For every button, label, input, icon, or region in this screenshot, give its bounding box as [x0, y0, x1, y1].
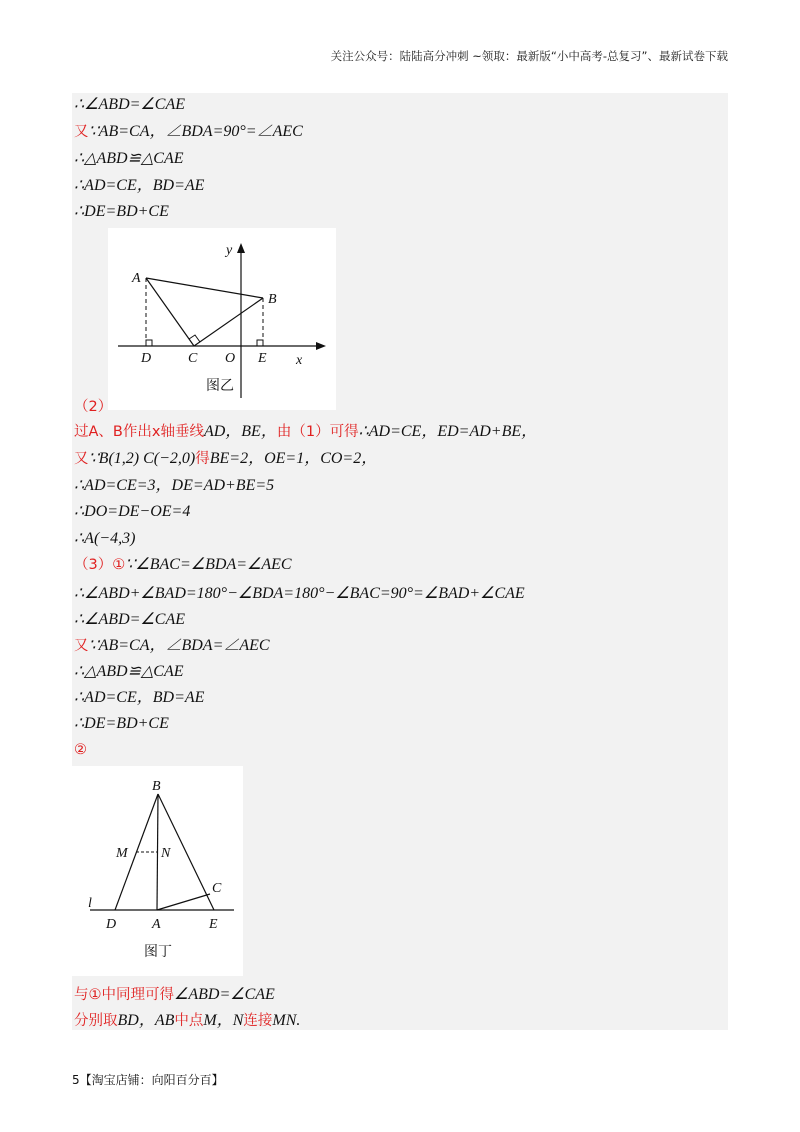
- point-label-m: M: [116, 846, 128, 861]
- proof-line: ∴AD=CE=3，DE=AD+BE=5: [74, 477, 275, 494]
- point-label-b: B: [152, 779, 161, 794]
- part-label: （2）: [74, 399, 113, 415]
- point-label-a: A: [152, 917, 161, 932]
- figure-yi: [108, 228, 336, 410]
- proof-line: 又∵B(1,2) C(−2,0)得BE=2，OE=1，CO=2，: [74, 450, 378, 467]
- x-axis-label: x: [296, 353, 303, 368]
- proof-line: ∴AD=CE，BD=AE: [74, 177, 205, 194]
- proof-line: ∴A(−4,3): [74, 530, 136, 547]
- proof-line: ∴∠ABD=∠CAE: [74, 611, 185, 628]
- proof-line: 过A、B作出x轴垂线AD，BE，由（1）可得∴AD=CE，ED=AD+BE，: [74, 423, 538, 440]
- proof-line: 与①中同理可得∠ABD=∠CAE: [74, 986, 275, 1003]
- subpart-label: ②: [74, 742, 87, 758]
- proof-line: ∴DO=DE−OE=4: [74, 503, 191, 520]
- proof-line: （3）①∵∠BAC=∠BDA=∠AEC: [74, 556, 292, 573]
- proof-line: ∴∠ABD+∠BAD=180°−∠BDA=180°−∠BAC=90°=∠BAD+∠CAE: [74, 585, 525, 602]
- origin-label: O: [225, 351, 236, 366]
- figure-caption: 图丁: [144, 944, 172, 960]
- point-label-d: D: [141, 351, 152, 366]
- page-header: 关注公众号：陆陆高分冲刺 ~领取：最新版“小中高考-总复习”、最新试卷下载: [330, 49, 728, 63]
- proof-line: ∴△ABD≌△CAE: [74, 150, 184, 167]
- point-label-d: D: [106, 917, 117, 932]
- figure-caption: 图乙: [206, 378, 234, 394]
- proof-line: ∴∠ABD=∠CAE: [74, 96, 185, 113]
- point-label-b: B: [268, 292, 277, 307]
- y-axis-label: y: [226, 243, 233, 258]
- figure-ding: [72, 766, 243, 976]
- proof-line: ∴△ABD≌△CAE: [74, 663, 184, 680]
- proof-line: ∴DE=BD+CE: [74, 203, 169, 220]
- proof-line: ∴DE=BD+CE: [74, 715, 169, 732]
- point-label-c: C: [212, 881, 222, 896]
- proof-line: 又∵AB=CA，∠BDA=90°=∠AEC: [74, 123, 303, 140]
- page-footer: 5【淘宝店铺：向阳百分百】: [72, 1073, 224, 1087]
- figure-yi-diagram: [108, 228, 336, 410]
- proof-line: 又∵AB=CA，∠BDA=∠AEC: [74, 637, 270, 654]
- line-label-l: l: [88, 896, 92, 911]
- figure-ding-diagram: [72, 766, 243, 976]
- point-label-n: N: [161, 846, 171, 861]
- solution-content: [72, 93, 728, 1030]
- point-label-e: E: [258, 351, 267, 366]
- proof-line: 分别取BD，AB中点M，N连接MN.: [74, 1012, 301, 1029]
- point-label-a: A: [132, 271, 141, 286]
- proof-line: ∴AD=CE，BD=AE: [74, 689, 205, 706]
- point-label-e: E: [209, 917, 218, 932]
- point-label-c: C: [188, 351, 198, 366]
